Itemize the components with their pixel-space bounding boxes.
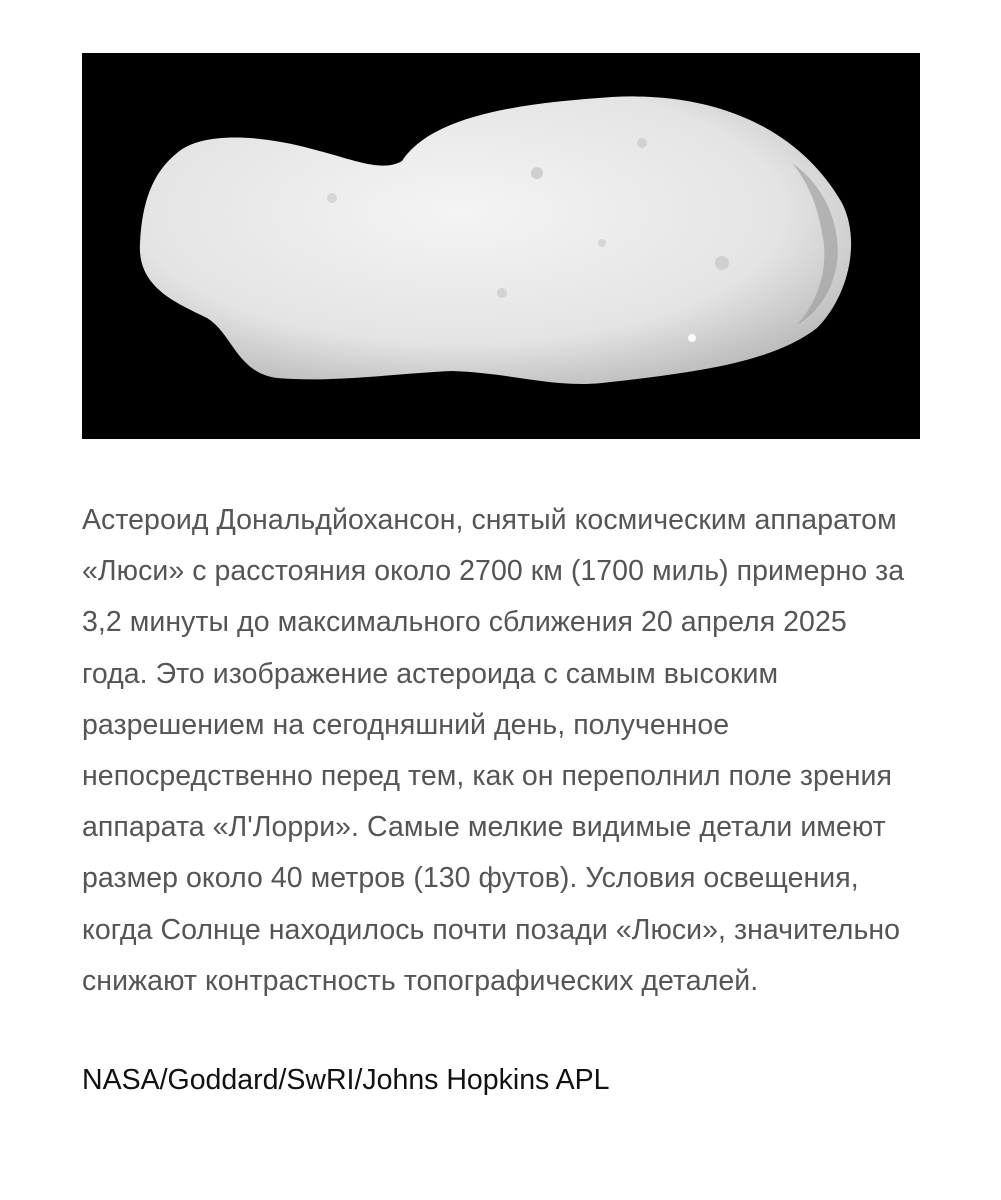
asteroid-illustration (82, 53, 920, 439)
previous-text-fragment (82, 0, 920, 8)
image-caption: Астероид Дональдйохансон, снятый космическим аппаратом «Люси» с расстояния около 2700 км (1700 миль) примерно за 3,2 минуты до максимального сближения 20 апреля 2025 года. Это изображение астероида с самым высоким разрешением на сегодняшний день, полученное непосредственно перед тем, как он переполнил поле зрения аппарата «Л'Лорри». Самые мелкие видимые детали имеют размер около 40 метров (130 футов). Условия освещения, когда Солнце находилось почти позади «Люси», значительно снижают контрастность топографических деталей. (82, 504, 905, 997)
image-credit: NASA/Goddard/SwRI/Johns Hopkins APL (82, 1064, 610, 1096)
asteroid-photo (82, 53, 920, 439)
